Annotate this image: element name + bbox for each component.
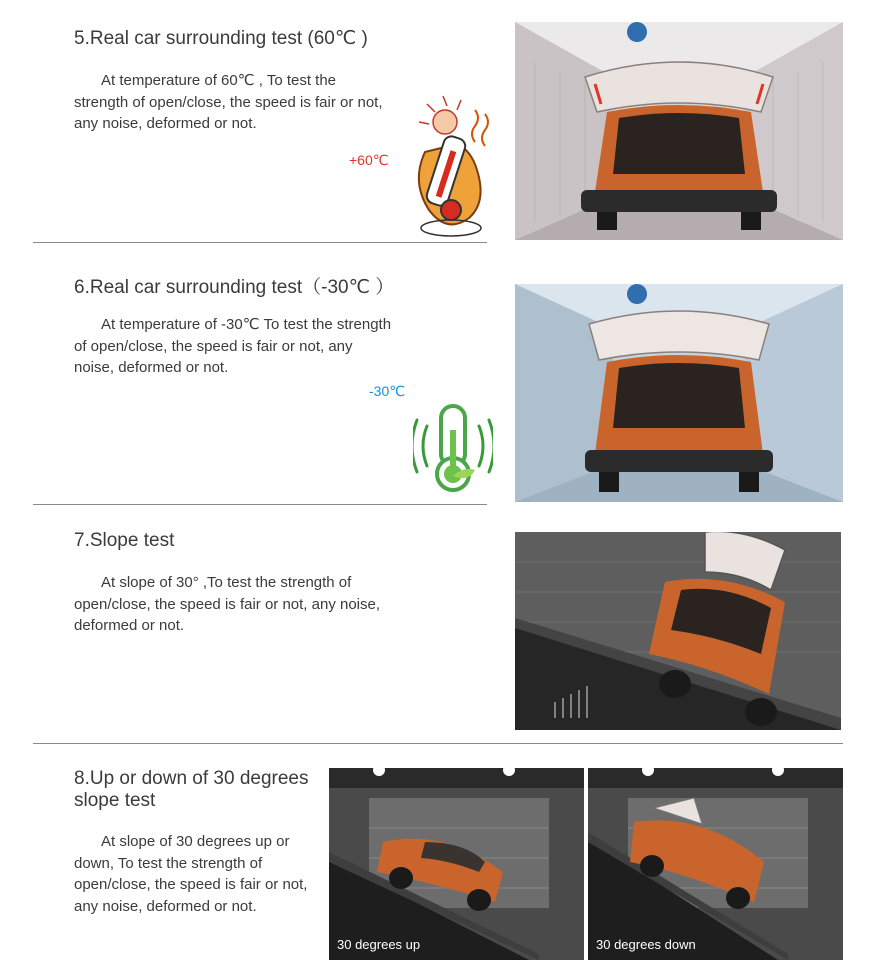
slope-up-photo <box>329 768 584 960</box>
hot-temp-label: +60℃ <box>349 152 389 168</box>
section-6-body: At temperature of -30℃ To test the strength of open/close, the speed is fair or not, any noise, deformed or not. <box>74 316 392 376</box>
section-8-title: 8.Up or down of 30 degrees slope test <box>74 768 309 811</box>
section-5-body: At temperature of 60℃ , To test the strength of open/close, the speed is fair or not, any noise, deformed or not. <box>74 72 383 132</box>
hot-thermometer-icon <box>405 92 497 242</box>
cold-chamber-photo <box>515 284 843 502</box>
section-6-title: 6.Real car surrounding test（-30℃ ） <box>74 277 395 298</box>
slope-up-caption: 30 degrees up <box>337 937 421 952</box>
slope-test-photo <box>515 532 841 730</box>
cold-temp-label: -30℃ <box>369 383 405 399</box>
hot-chamber-photo <box>515 22 843 240</box>
divider-2 <box>33 504 487 505</box>
divider-3 <box>33 743 843 744</box>
cold-thermometer-icon <box>413 400 493 496</box>
section-7-body: At slope of 30° ,To test the strength of open/close, the speed is fair or not, any noise, deformed or not. <box>74 574 381 634</box>
divider-1 <box>33 242 487 243</box>
section-5-title: 5.Real car surrounding test (60℃ ) <box>74 28 368 49</box>
slope-down-photo <box>588 768 843 960</box>
slope-down-caption: 30 degrees down <box>596 937 696 952</box>
section-7-title: 7.Slope test <box>74 530 175 551</box>
section-8-body: At slope of 30 degrees up or down, To test the strength of open/close, the speed is fair or not, any noise, deformed or not. <box>74 833 308 915</box>
